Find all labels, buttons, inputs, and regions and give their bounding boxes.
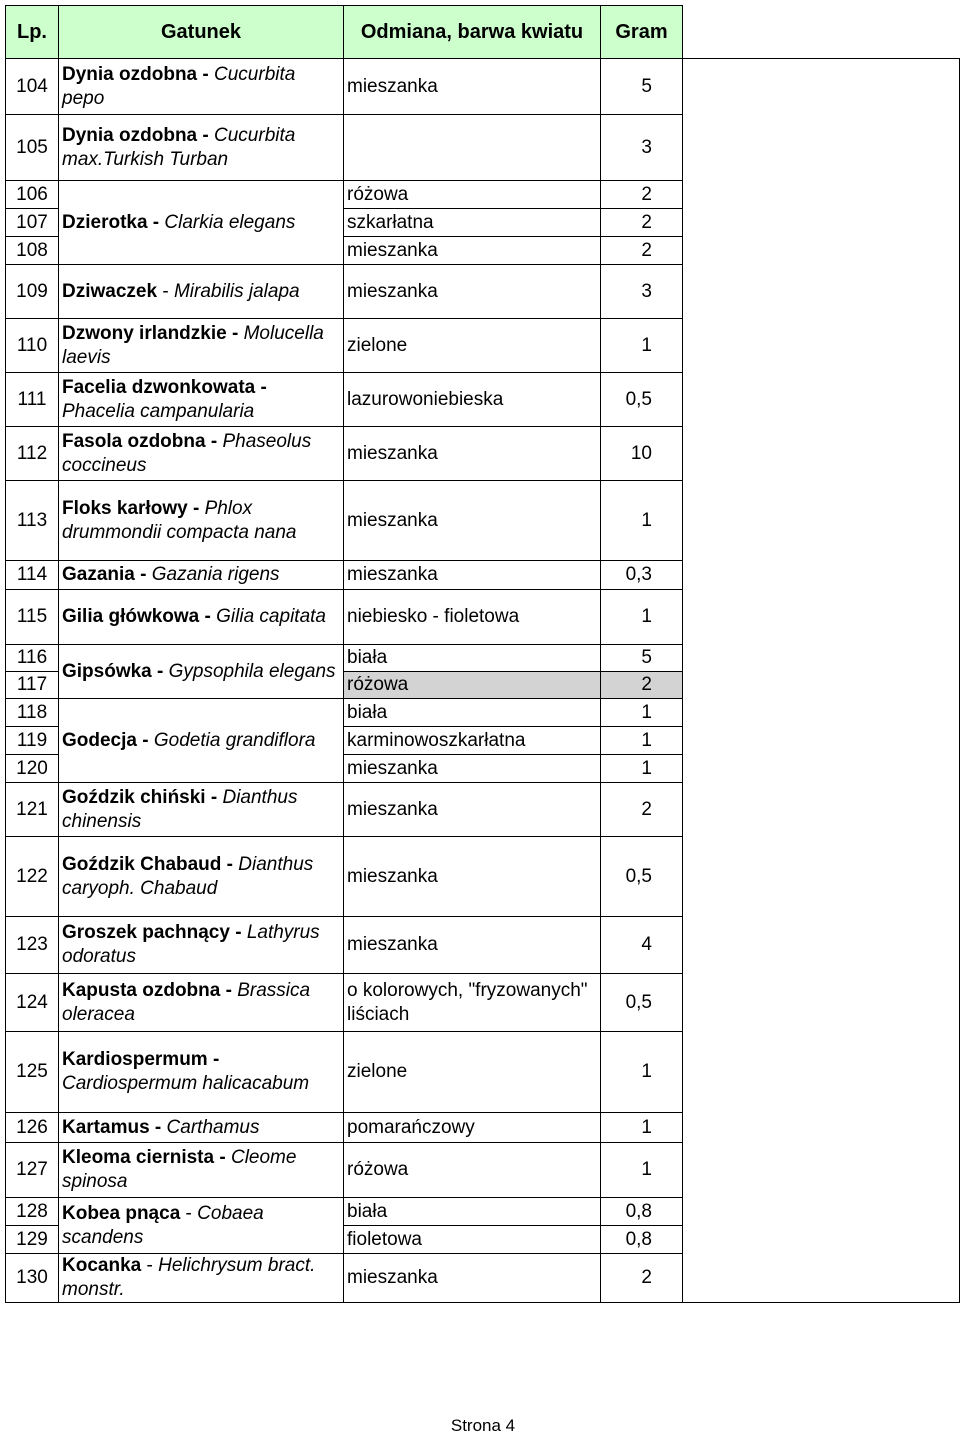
gram-cell: 0,8 — [601, 1198, 683, 1226]
species-separator: - — [255, 376, 267, 398]
row-lp: 116 — [6, 645, 59, 672]
variety-cell: biała — [344, 645, 601, 672]
species-cell — [59, 427, 344, 481]
species-cell — [59, 481, 344, 561]
species-name: Kobea pnąca — [62, 1202, 181, 1224]
species-name: Dzierotka — [62, 211, 148, 233]
variety-cell: lazurowoniebieska — [344, 373, 601, 427]
header-gram: Gram — [601, 6, 683, 59]
header-variety: Odmiana, barwa kwiatu — [344, 6, 601, 59]
variety-cell: zielone — [344, 319, 601, 373]
species-latin: Cleome spinosa — [62, 1147, 297, 1192]
variety-cell: mieszanka — [344, 561, 601, 590]
species-separator: - — [180, 1202, 198, 1224]
species-name: Kartamus — [62, 1116, 150, 1138]
species-name: Goździk chiński — [62, 786, 206, 808]
gram-cell: 2 — [601, 181, 683, 209]
species-separator: - — [214, 1147, 231, 1168]
species-name: Kocanka — [62, 1255, 142, 1276]
variety-cell: szkarłatna — [344, 209, 601, 237]
row-lp: 118 — [6, 699, 59, 727]
species-latin: Cobaea scandens — [62, 1202, 264, 1248]
header-lp: Lp. — [6, 6, 59, 59]
species-separator: - — [226, 322, 244, 344]
species-cell — [59, 974, 344, 1032]
species-latin: Cardiospermum halicacabum — [62, 1073, 310, 1094]
species-latin: Clarkia elegans — [164, 211, 296, 233]
row-lp: 119 — [6, 727, 59, 755]
gram-cell: 1 — [601, 1143, 683, 1198]
row-lp: 109 — [6, 265, 59, 319]
species-latin: Mirabilis jalapa — [173, 280, 300, 302]
variety-cell: karminowoszkarłatna — [344, 727, 601, 755]
species-cell — [59, 645, 344, 699]
variety-cell: o kolorowych, "fryzowanych" liściach — [344, 974, 601, 1032]
row-lp: 106 — [6, 181, 59, 209]
species-cell — [59, 1143, 344, 1198]
variety-cell: mieszanka — [344, 783, 601, 837]
species-name: Kapusta ozdobna — [62, 979, 221, 1001]
gram-cell: 5 — [601, 645, 683, 672]
header-spacer — [683, 6, 960, 59]
species-cell — [59, 1113, 344, 1143]
species-cell — [59, 917, 344, 974]
page-footer: Strona 4 — [450, 1416, 516, 1435]
row-lp: 128 — [6, 1198, 59, 1226]
species-name: Gazania — [62, 564, 135, 585]
row-lp: 130 — [6, 1254, 59, 1303]
row-lp: 123 — [6, 917, 59, 974]
gram-cell: 0,5 — [601, 373, 683, 427]
species-separator: - — [229, 922, 247, 943]
species-latin: Helichrysum bract. monstr. — [62, 1255, 316, 1300]
seed-table — [5, 5, 960, 1303]
species-cell — [59, 699, 344, 783]
species-latin: Dianthus caryoph. Chabaud — [62, 853, 314, 899]
species-cell — [59, 837, 344, 917]
row-lp: 104 — [6, 59, 59, 115]
variety-cell: mieszanka — [344, 265, 601, 319]
variety-cell — [344, 115, 601, 181]
variety-cell: fioletowa — [344, 1226, 601, 1254]
row-lp: 115 — [6, 590, 59, 645]
species-separator: - — [157, 280, 174, 302]
variety-cell: różowa — [344, 181, 601, 209]
species-name: Goździk Chabaud — [62, 853, 222, 875]
species-name: Gipsówka — [62, 660, 152, 682]
species-name: Gilia główkowa — [62, 606, 200, 627]
species-latin: Gypsophila elegans — [168, 660, 336, 682]
gram-cell: 10 — [601, 427, 683, 481]
variety-cell: biała — [344, 1198, 601, 1226]
species-separator: - — [205, 430, 223, 452]
row-lp: 126 — [6, 1113, 59, 1143]
species-cell — [59, 783, 344, 837]
gram-cell: 5 — [601, 59, 683, 115]
species-name: Kardiospermum — [62, 1049, 208, 1070]
row-lp: 124 — [6, 974, 59, 1032]
species-latin: Phacelia campanularia — [62, 400, 255, 422]
variety-cell: mieszanka — [344, 837, 601, 917]
gram-cell: 0,5 — [601, 974, 683, 1032]
species-separator: - — [187, 497, 205, 519]
row-lp: 117 — [6, 672, 59, 699]
row-lp: 108 — [6, 237, 59, 265]
species-latin: Brassica oleracea — [62, 979, 311, 1025]
gram-cell: 2 — [601, 672, 683, 699]
gram-cell: 1 — [601, 1032, 683, 1113]
species-separator: - — [205, 786, 223, 808]
species-name: Kleoma ciernista — [62, 1147, 215, 1168]
species-cell — [59, 115, 344, 181]
variety-cell: mieszanka — [344, 481, 601, 561]
row-lp: 125 — [6, 1032, 59, 1113]
species-latin: Godetia grandiflora — [153, 729, 316, 751]
variety-cell: niebiesko - fioletowa — [344, 590, 601, 645]
species-separator: - — [221, 853, 239, 875]
species-separator: - — [149, 1116, 167, 1138]
variety-cell: mieszanka — [344, 237, 601, 265]
species-cell — [59, 373, 344, 427]
gram-cell: 2 — [601, 237, 683, 265]
row-lp: 112 — [6, 427, 59, 481]
species-separator: - — [151, 660, 169, 682]
species-latin: Dianthus chinensis — [62, 786, 298, 832]
row-lp: 129 — [6, 1226, 59, 1254]
species-cell — [59, 590, 344, 645]
species-cell — [59, 561, 344, 590]
species-latin: Cucurbita pepo — [62, 63, 296, 109]
species-separator: - — [220, 979, 238, 1001]
gram-cell: 1 — [601, 319, 683, 373]
species-latin: Cucurbita max.Turkish Turban — [62, 124, 296, 170]
gram-cell: 1 — [601, 1113, 683, 1143]
species-cell — [59, 181, 344, 265]
species-name: Groszek pachnący — [62, 922, 230, 943]
species-separator: - — [134, 564, 152, 585]
row-lp: 122 — [6, 837, 59, 917]
row-lp: 105 — [6, 115, 59, 181]
species-separator: - — [197, 63, 215, 85]
species-separator: - — [199, 606, 217, 627]
species-latin: Molucella laevis — [62, 322, 324, 368]
species-separator: - — [136, 729, 154, 751]
gram-cell: 2 — [601, 1254, 683, 1303]
row-lp: 114 — [6, 561, 59, 590]
species-cell — [59, 1032, 344, 1113]
species-latin: Phlox drummondii compacta nana — [62, 497, 297, 543]
variety-cell: mieszanka — [344, 1254, 601, 1303]
variety-cell: mieszanka — [344, 755, 601, 783]
row-lp: 111 — [6, 373, 59, 427]
species-separator: - — [147, 211, 165, 233]
species-latin: Lathyrus odoratus — [62, 922, 320, 967]
variety-cell: różowa — [344, 1143, 601, 1198]
species-separator: - — [141, 1255, 159, 1276]
gram-cell: 1 — [601, 755, 683, 783]
variety-cell: mieszanka — [344, 427, 601, 481]
species-latin: Gazania rigens — [151, 564, 280, 585]
species-name: Godecja — [62, 729, 137, 751]
species-name: Dzwony irlandzkie — [62, 322, 227, 344]
species-latin: Phaseolus coccineus — [62, 430, 312, 476]
species-name: Facelia dzwonkowata — [62, 376, 256, 398]
variety-cell: mieszanka — [344, 917, 601, 974]
row-lp: 113 — [6, 481, 59, 561]
gram-cell: 3 — [601, 115, 683, 181]
table-row — [6, 59, 960, 115]
gram-cell: 1 — [601, 481, 683, 561]
variety-cell: zielone — [344, 1032, 601, 1113]
species-name: Floks karłowy — [62, 497, 188, 519]
species-cell — [59, 1198, 344, 1254]
species-name: Fasola ozdobna — [62, 430, 206, 452]
header-row — [6, 6, 960, 59]
variety-cell: biała — [344, 699, 601, 727]
gram-cell: 0,5 — [601, 837, 683, 917]
gram-cell: 2 — [601, 209, 683, 237]
gram-cell: 3 — [601, 265, 683, 319]
gram-cell: 1 — [601, 590, 683, 645]
row-lp: 107 — [6, 209, 59, 237]
gram-cell: 4 — [601, 917, 683, 974]
species-cell — [59, 59, 344, 115]
row-lp: 120 — [6, 755, 59, 783]
row-lp: 121 — [6, 783, 59, 837]
species-latin: Gilia capitata — [216, 606, 326, 627]
gram-cell: 1 — [601, 699, 683, 727]
species-name: Dynia ozdobna — [62, 63, 198, 85]
variety-cell: mieszanka — [344, 59, 601, 115]
variety-cell: różowa — [344, 672, 601, 699]
gram-cell: 1 — [601, 727, 683, 755]
species-cell — [59, 265, 344, 319]
species-separator: - — [207, 1049, 220, 1070]
species-name: Dynia ozdobna — [62, 124, 198, 146]
gram-cell: 0,3 — [601, 561, 683, 590]
empty-column — [683, 59, 960, 1303]
species-name: Dziwaczek — [62, 280, 158, 302]
row-lp: 110 — [6, 319, 59, 373]
gram-cell: 0,8 — [601, 1226, 683, 1254]
species-cell — [59, 1254, 344, 1303]
species-cell — [59, 319, 344, 373]
header-species: Gatunek — [59, 6, 344, 59]
gram-cell: 2 — [601, 783, 683, 837]
species-latin: Carthamus — [166, 1116, 260, 1138]
species-separator: - — [197, 124, 215, 146]
row-lp: 127 — [6, 1143, 59, 1198]
variety-cell: pomarańczowy — [344, 1113, 601, 1143]
